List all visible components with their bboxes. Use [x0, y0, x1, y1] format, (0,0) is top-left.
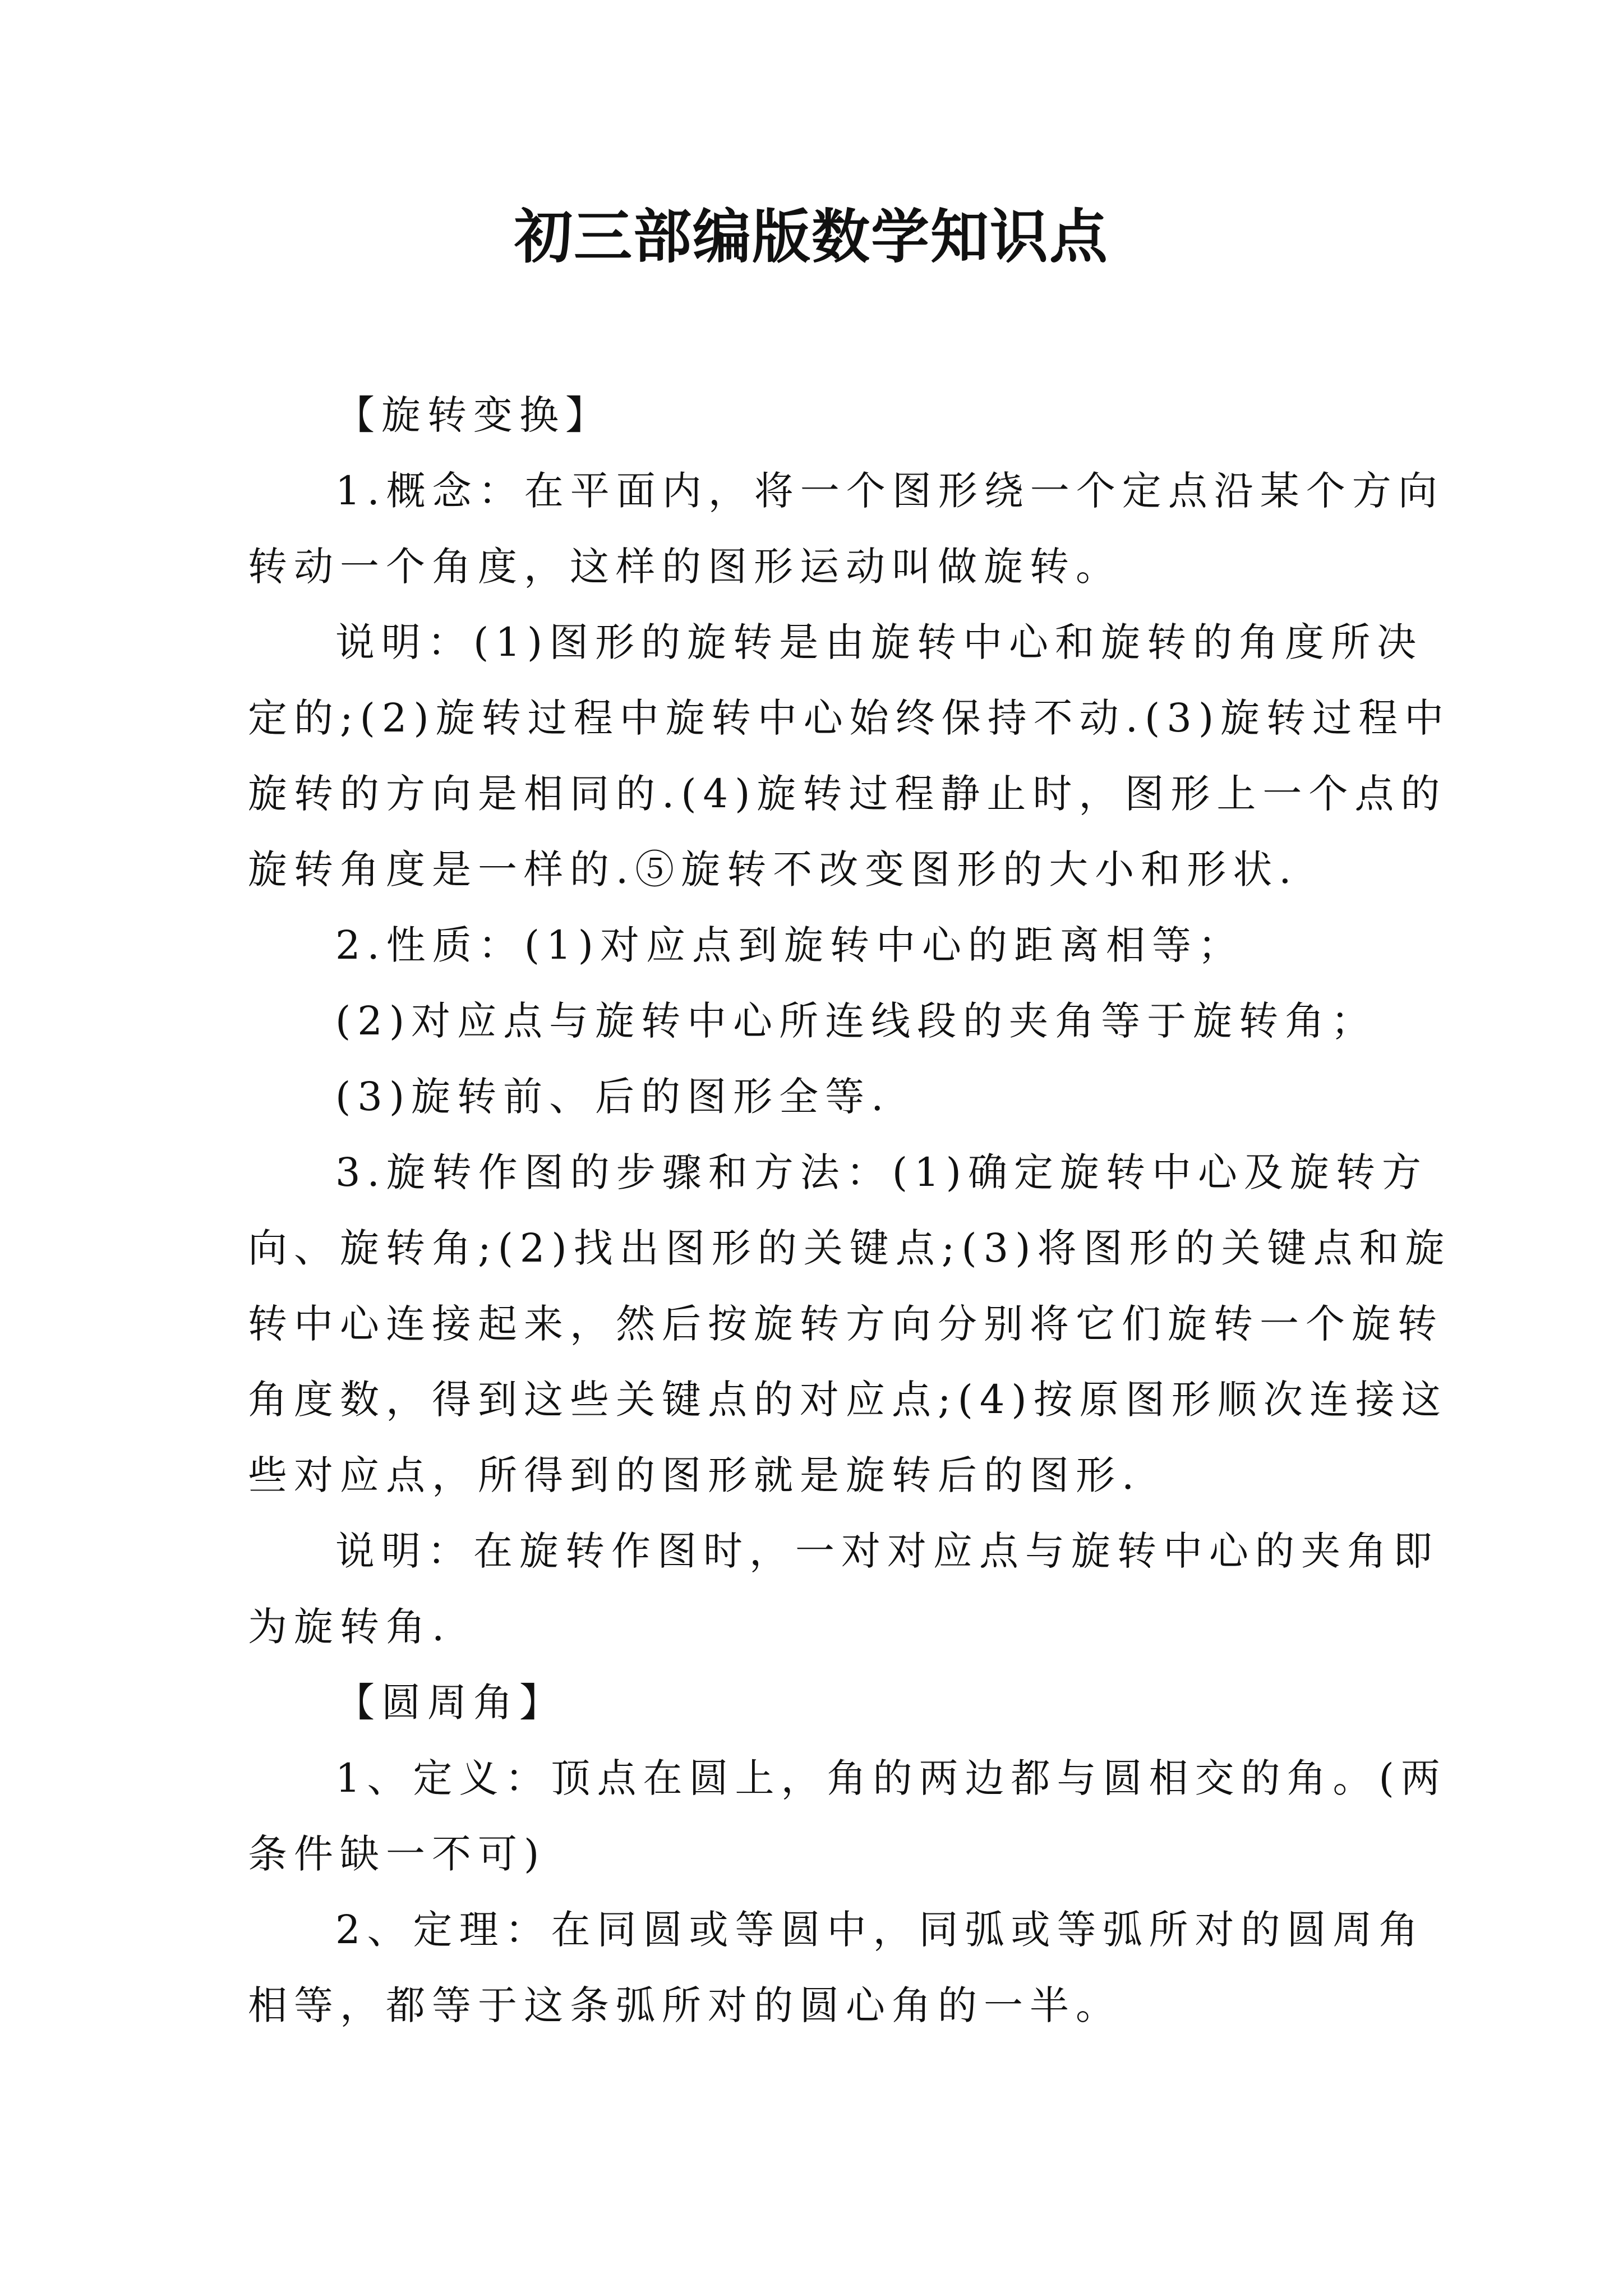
section-heading-inscribed-angle: 【圆周角】: [335, 1680, 565, 1726]
paragraph-line: 2.性质：(1)对应点到旋转中心的距离相等；: [335, 922, 1244, 968]
paragraph-line: 说明：(1)图形的旋转是由旋转中心和旋转的角度所决: [335, 619, 1423, 665]
paragraph-line: 3.旋转作图的步骤和方法：(1)确定旋转中心及旋转方: [335, 1149, 1428, 1195]
paragraph-line: 说明：在旋转作图时，一对对应点与旋转中心的夹角即: [335, 1528, 1439, 1574]
paragraph-line: (2)对应点与旋转中心所连线段的夹角等于旋转角；: [335, 998, 1377, 1044]
paragraph-line: 1.概念：在平面内，将一个图形绕一个定点沿某个方向: [335, 468, 1444, 514]
paragraph-line: 2、定理：在同圆或等圆中，同弧或等弧所对的圆周角: [335, 1907, 1425, 1953]
paragraph-line: 为旋转角.: [248, 1604, 451, 1650]
section-heading-rotation: 【旋转变换】: [335, 392, 611, 438]
paragraph-line: 旋转的方向是相同的.(4)旋转过程静止时，图形上一个点的: [248, 771, 1447, 817]
paragraph-line: 转中心连接起来，然后按旋转方向分别将它们旋转一个旋转: [248, 1301, 1444, 1347]
paragraph-line: (3)旋转前、后的图形全等.: [335, 1074, 891, 1120]
document-title: 初三部编版数学知识点: [514, 202, 1109, 271]
paragraph-line: 转动一个角度，这样的图形运动叫做旋转。: [248, 544, 1122, 590]
paragraph-line: 旋转角度是一样的.⑤旋转不改变图形的大小和形状.: [248, 846, 1298, 892]
paragraph-line: 1、定义：顶点在圆上，角的两边都与圆相交的角。(两: [335, 1755, 1447, 1801]
paragraph-line: 些对应点，所得到的图形就是旋转后的图形.: [248, 1452, 1141, 1498]
paragraph-line: 向、旋转角;(2)找出图形的关键点;(3)将图形的关键点和旋: [248, 1225, 1451, 1271]
paragraph-line: 角度数，得到这些关键点的对应点;(4)按原图形顺次连接这: [248, 1377, 1447, 1423]
paragraph-line: 相等，都等于这条弧所对的圆心角的一半。: [248, 1982, 1122, 2028]
paragraph-line: 条件缺一不可): [248, 1831, 546, 1877]
paragraph-line: 定的;(2)旋转过程中旋转中心始终保持不动.(3)旋转过程中: [248, 695, 1451, 741]
